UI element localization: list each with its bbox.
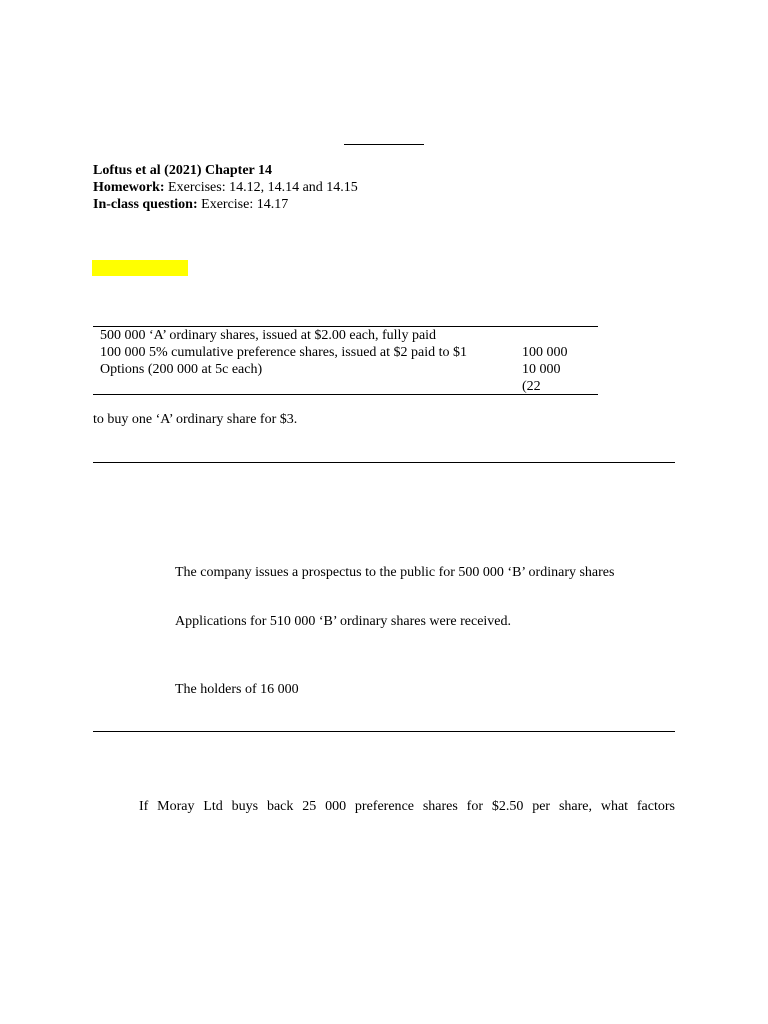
options-note: to buy one ‘A’ ordinary share for $3. xyxy=(93,412,298,427)
event-paragraph: The holders of 16 000 xyxy=(175,682,299,697)
inclass-line xyxy=(93,196,358,213)
section-divider xyxy=(93,462,675,463)
table-row xyxy=(100,327,590,344)
chapter-reference xyxy=(93,162,358,179)
row-description: 100 000 5% cumulative preference shares, issued at $2 paid to $1 xyxy=(100,345,468,360)
row-amount: (22 xyxy=(522,379,541,394)
row-description: Options (200 000 at 5c each) xyxy=(100,362,263,377)
row-amount: 100 000 xyxy=(522,345,568,360)
event-paragraph: The company issues a prospectus to the public for 500 000 ‘B’ ordinary shares xyxy=(175,565,615,580)
event-paragraph: Applications for 510 000 ‘B’ ordinary shares were received. xyxy=(175,614,512,629)
table-row xyxy=(100,344,590,361)
section-divider xyxy=(93,731,675,732)
title-underline xyxy=(344,144,424,145)
homework-text: Exercises: 14.12, 14.14 and 14.15 xyxy=(164,180,358,195)
row-description: 500 000 ‘A’ ordinary shares, issued at $2.00 each, fully paid xyxy=(100,328,437,343)
row-amount: 10 000 xyxy=(522,362,561,377)
table-bottom-rule xyxy=(93,394,598,395)
table-row xyxy=(100,361,590,378)
table-row xyxy=(100,378,590,395)
question-text: If Moray Ltd buys back 25 000 preference shares for $2.50 per share, what factors xyxy=(139,799,675,814)
homework-label: Homework: xyxy=(93,180,165,195)
chapter-reference-text: Loftus et al (2021) Chapter 14 xyxy=(93,163,273,178)
inclass-text: Exercise: 14.17 xyxy=(197,197,289,212)
highlighted-heading xyxy=(92,260,188,276)
reference-block xyxy=(93,162,358,213)
homework-line xyxy=(93,179,358,196)
inclass-label: In-class question: xyxy=(93,197,198,212)
